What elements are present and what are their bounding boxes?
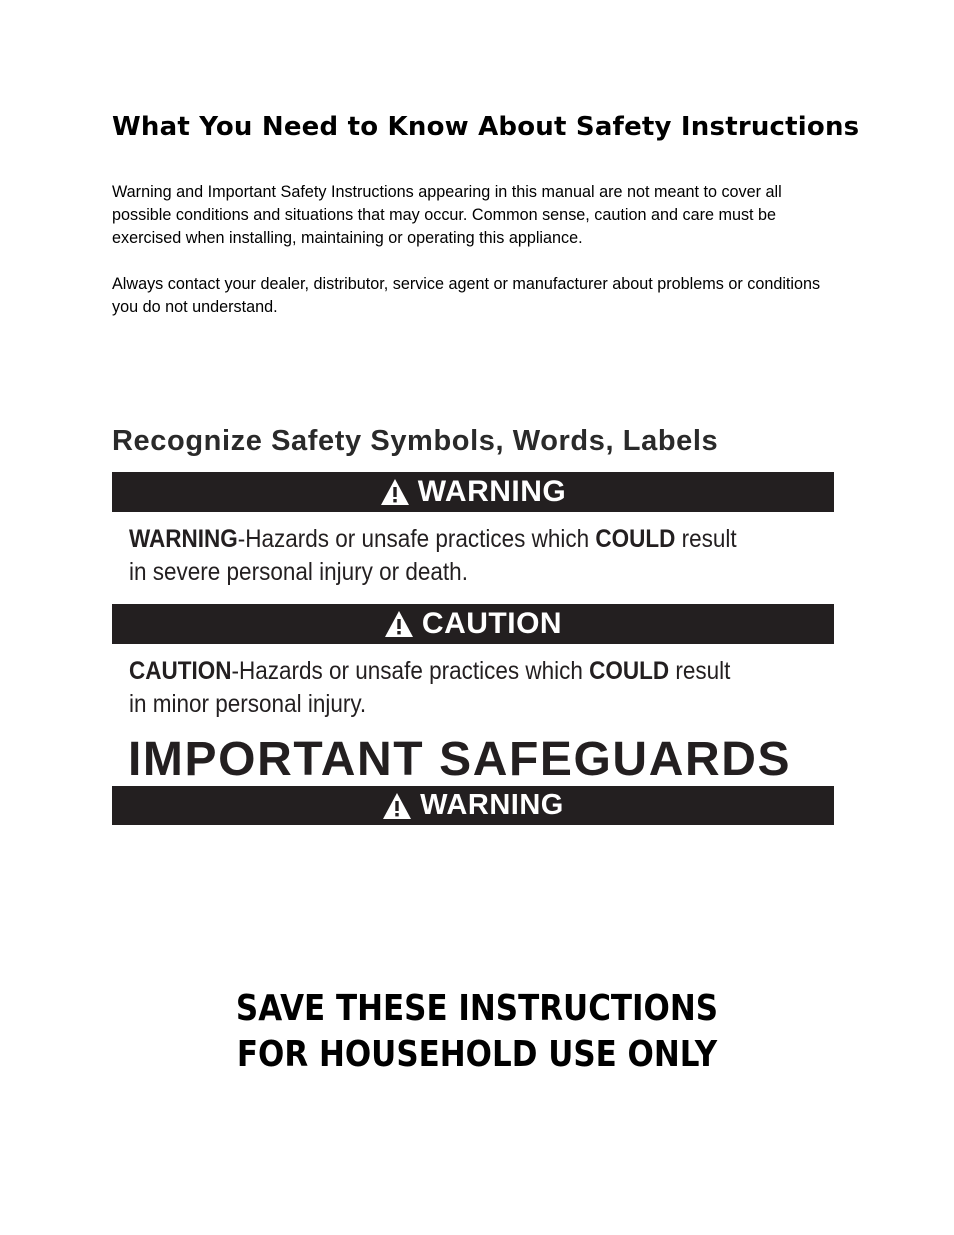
warning-triangle-icon [382, 792, 412, 820]
warning-desc-line2: in severe personal injury or death. [129, 558, 468, 586]
warning-banner-2-label: WARNING [420, 789, 564, 821]
page-title: What You Need to Know About Safety Instructions [112, 112, 860, 142]
caution-banner-label: CAUTION [421, 607, 563, 640]
important-safeguards-heading: IMPORTANT SAFEGUARDS [128, 733, 792, 786]
warning-desc-text: -Hazards or unsafe practices which [237, 525, 596, 553]
warning-banner [112, 472, 834, 512]
footer-save-instructions: SAVE THESE INSTRUCTIONS [235, 988, 719, 1029]
footer-household-use: FOR HOUSEHOLD USE ONLY [236, 1034, 718, 1075]
caution-keyword: CAUTION [129, 657, 232, 685]
contact-paragraph: Always contact your dealer, distributor, service agent or manufacturer about problems or conditions you do not understand. [112, 275, 821, 316]
warning-desc-text-after: result [675, 525, 737, 553]
warning-banner-label: WARNING [417, 475, 567, 508]
caution-desc-line2: in minor personal injury. [129, 690, 367, 718]
caution-banner [112, 604, 834, 644]
warning-triangle-icon [384, 610, 414, 638]
intro-paragraph: Warning and Important Safety Instructions appearing in this manual are not meant to cover all possible conditions and situations that may occur. Common sense, caution and care must be exercised when installing, maintaining or operating this appliance. [112, 183, 782, 247]
warning-emphasis: COULD [595, 525, 676, 553]
caution-description [129, 655, 750, 721]
caution-desc-text-after: result [669, 657, 731, 685]
warning-description [129, 523, 750, 589]
warning-banner-2 [112, 786, 834, 825]
warning-keyword: WARNING [129, 525, 238, 553]
safety-symbols-heading: Recognize Safety Symbols, Words, Labels [112, 425, 719, 457]
caution-desc-text: -Hazards or unsafe practices which [231, 657, 590, 685]
caution-emphasis: COULD [589, 657, 670, 685]
warning-triangle-icon [380, 478, 410, 506]
